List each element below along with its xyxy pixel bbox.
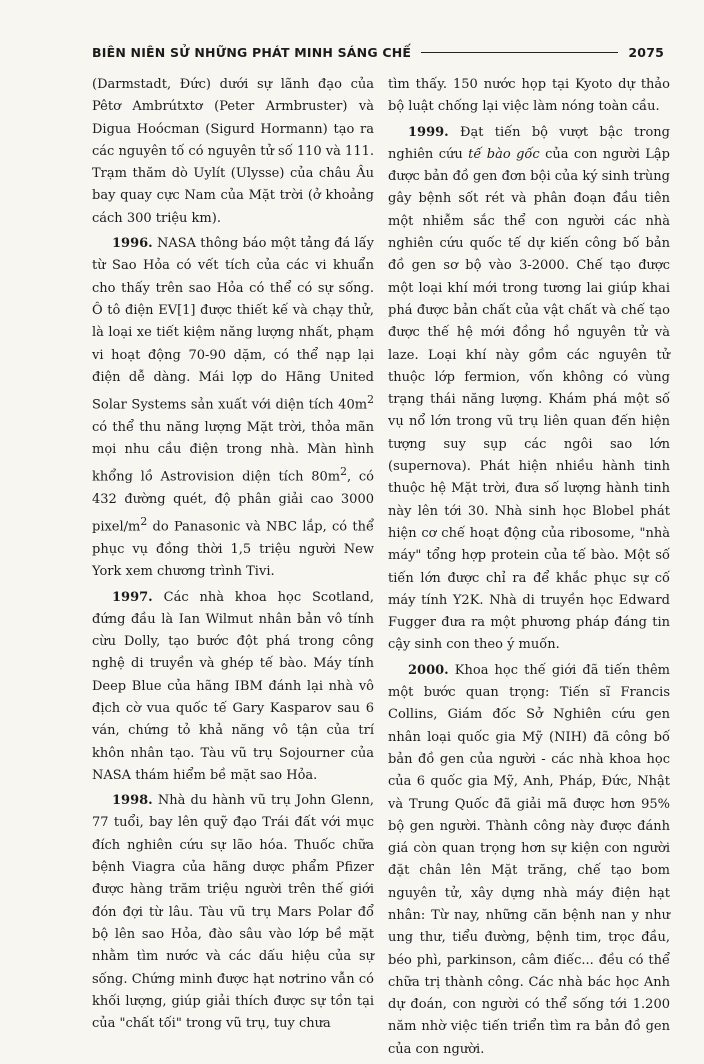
left-column [92, 74, 374, 1038]
year-label: 1998. [112, 793, 153, 809]
right-column [388, 74, 670, 1064]
year-label: 1999. [408, 124, 449, 140]
entry-1998 [92, 790, 374, 1035]
paragraph-text: có thể thu năng lượng Mặt trời, thỏa mãn mọi nhu cầu điện trong nhà. Màn hình khổng lồ Astrovision diện tích 80m [92, 419, 374, 485]
superscript: 2 [367, 393, 374, 407]
page-number: 2075 [628, 44, 664, 60]
paragraph-text: do Panasonic và NBC lắp, có thể phục vụ đồng thời 1,5 triệu người New York xem chương trình Tivi. [92, 519, 374, 580]
superscript: 2 [340, 465, 347, 479]
entry-1997 [92, 587, 374, 788]
paragraph-continued [92, 74, 374, 230]
paragraph-text: , có 432 đường quét, độ phân giải cao 3000 pixel/m [92, 469, 374, 535]
page-header [92, 42, 664, 62]
entry-1999 [388, 122, 670, 657]
paragraph-continued [388, 74, 670, 119]
paragraph-text: tìm thấy. 150 nước họp tại Kyoto dự thảo bộ luật chống lại việc làm nóng toàn cầu. [388, 77, 670, 115]
year-label: 1996. [112, 236, 153, 252]
paragraph-text: Các nhà khoa học Scotland, đứng đầu là Ian Wilmut nhân bản vô tính cừu Dolly, tạo bước đột phá trong công nghệ di truyền và ghép tế bào. Máy tính Deep Blue của hãng IBM đánh lại nhà vô địch cờ vua quốc tế Gary Kasparov sau 6 ván, chứng tỏ khả năng vô tận của trí khôn nhân tạo. Tàu vũ trụ Sojourner của NASA thám hiểm bề mặt sao Hỏa. [92, 589, 374, 783]
paragraph-text: của con người Lập được bản đồ gen đơn bội của ký sinh trùng gây bệnh sốt rét và phân đoạn đầu tiên một nhiễm sắc thể con người các nhà nghiên cứu quốc tế dự kiến công bố bản đồ gen sơ bộ vào 3-2000. Chế tạo được một loại khí mới trong tương lai giúp khai phá được bản chất của vật chất và chế tạo được thế hệ mới đồng hồ nguyên tử và laze. Loại khí này gồm các nguyên tử thuộc lớp fermion, vốn không có vùng trạng thái năng lượng. Khám phá một số vụ nổ lớn trong vũ trụ liên quan đến hiện tượng suy sụp các ngôi sao lớn (supernova). Phát hiện nhiều hành tinh thuộc hệ Mặt trời, đưa số lượng hành tinh này lên tới 30. Nhà sinh học Blobel phát hiện cơ chế hoạt động của ribosome, "nhà máy" tổng hợp protein của tế bào. Một số tiến lớn được chỉ ra để khắc phục sự cố máy tính Y2K. Nhà di truyền học Edward Fugger đưa ra một phương pháp đáng tin cậy sinh con theo ý muốn. [388, 146, 670, 653]
emphasis-text: tế bào gốc [468, 146, 540, 162]
entry-1996 [92, 233, 374, 583]
running-title: BIÊN NIÊN SỬ NHỮNG PHÁT MINH SÁNG CHẾ [92, 44, 412, 60]
paragraph-text: Đạt tiến bộ vượt bậc trong nghiên cứu [388, 124, 670, 162]
header-rule [421, 52, 618, 53]
paragraph-text: Khoa học thế giới đã tiến thêm một bước quan trọng: Tiến sĩ Francis Collins, Giám đốc Sở Nghiên cứu gen nhân loại quốc gia Mỹ (NIH) đã công bố bản đồ gen của người - các nhà khoa học của 6 quốc gia Mỹ, Anh, Pháp, Đức, Nhật và Trung Quốc đã giải mã được hơn 95% bộ gen người. Thành công này được đánh giá còn quan trọng hơn sự kiện con người đặt chân lên Mặt trăng, chế tạo bom nguyên tử, xây dựng nhà máy điện hạt nhân: Từ nay, những căn bệnh nan y như ung thư, tiểu đường, bệnh tim, trọc đầu, béo phì, parkinson, câm điếc... đều có thể chữa trị thành công. Các nhà bác học Anh dự đoán, con người có thể sống tới 1.200 năm nhờ việc tiến triển tìm ra bản đồ gen của con người. [388, 662, 670, 1057]
entry-2000 [388, 660, 670, 1061]
year-label: 2000. [408, 662, 449, 678]
year-label: 1997. [112, 589, 153, 605]
paragraph-text: NASA thông báo một tảng đá lấy từ Sao Hỏa có vết tích của các vi khuẩn cho thấy trên sao Hỏa có thể có sự sống. Ô tô điện EV[1] được thiết kế và chạy thử, là loại xe tiết kiệm năng lượng nhất, phạm vi hoạt động 70-90 dặm, có thể nạp lại điện dễ dàng. Mái lợp do Hãng United Solar Systems sản xuất với diện tích 40m [92, 236, 374, 413]
superscript: 2 [140, 515, 148, 529]
paragraph-text: Nhà du hành vũ trụ John Glenn, 77 tuổi, bay lên quỹ đạo Trái đất với mục đích nghiên cứu sự lão hóa. Thuốc chữa bệnh Viagra của hãng dược phẩm Pfizer được hàng trăm triệu người trên thế giới đón đợi từ lâu. Tàu vũ trụ Mars Polar đổ bộ lên sao Hỏa, đào sâu vào lớp bề mặt nhằm tìm nước và các dấu hiệu của sự sống. Chứng minh được hạt nơtrino vẫn có khối lượng, giúp giải thích được sự tồn tại của "chất tối" trong vũ trụ, tuy chưa [92, 793, 374, 1032]
paragraph-text: (Darmstadt, Đức) dưới sự lãnh đạo của Pêtơ Ambrútxtơ (Peter Armbruster) và Digua Hoócman (Sigurd Hormann) tạo ra các nguyên tố có nguyên tử số 110 và 111. Trạm thăm dò Uylít (Ulysse) của châu Âu bay quay cực Nam của Mặt trời (ở khoảng cách 300 triệu km). [92, 77, 374, 226]
